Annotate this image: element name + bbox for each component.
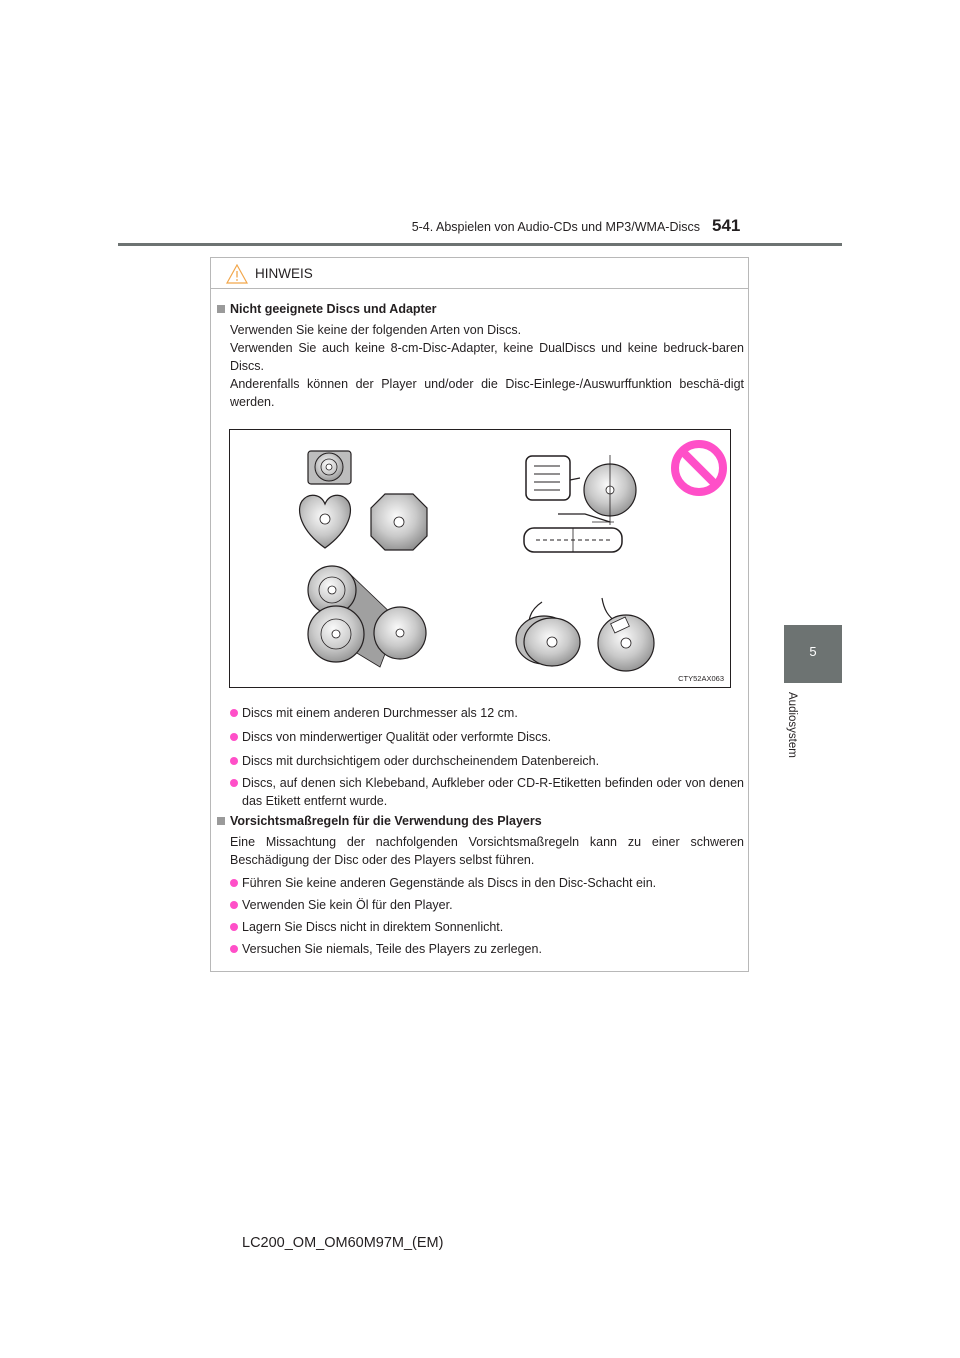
bullet-dot-icon (230, 733, 238, 741)
section-heading-text: Nicht geeignete Discs und Adapter (230, 302, 437, 316)
notice-header (211, 258, 748, 289)
section-heading-precautions (217, 814, 542, 828)
notice-title: HINWEIS (255, 266, 313, 281)
list-item-text: Versuchen Sie niemals, Teile des Players zu zerlegen. (242, 942, 542, 956)
paragraph: Verwenden Sie auch keine 8-cm-Disc-Adapter, keine DualDiscs und keine bedruck-baren Discs. (230, 341, 744, 373)
bullet-dot-icon (230, 757, 238, 765)
section-heading-text: Vorsichtsmaßregeln für die Verwendung des Players (230, 814, 542, 828)
warning-triangle-icon (226, 264, 248, 284)
list-item (230, 940, 744, 958)
header-rule (118, 243, 842, 246)
chapter-name-label: Audiosystem (786, 692, 798, 758)
chapter-tab (784, 625, 842, 683)
paragraph: Eine Missachtung der nachfolgenden Vorsichtsmaßregeln kann zu einer schweren Beschädigung der Disc oder des Players selbst führen. (230, 835, 744, 867)
list-item-text: Verwenden Sie kein Öl für den Player. (242, 898, 453, 912)
paragraph: Verwenden Sie keine der folgenden Arten von Discs. (230, 323, 522, 337)
list-item-text: Discs mit einem anderen Durchmesser als 12 cm. (242, 706, 518, 720)
list-item (230, 728, 744, 746)
list-item-text: Discs mit durchsichtigem oder durchscheinendem Datenbereich. (242, 754, 600, 768)
illustration (229, 429, 731, 688)
list-item-text: Discs von minderwertiger Qualität oder verformte Discs. (242, 730, 552, 744)
section-heading-discs (217, 302, 437, 316)
list-item (230, 896, 744, 914)
page-number: 541 (712, 216, 741, 235)
section-title: 5-4. Abspielen von Audio-CDs und MP3/WMA-Discs (411, 220, 700, 234)
list-item-text: Discs, auf denen sich Klebeband, Aufkleber oder CD-R-Etiketten befinden oder von denen das Etikett entfernt wurde. (242, 776, 744, 808)
unsuitable-discs-illustration (230, 430, 730, 687)
figure-code: CTY52AX063 (678, 674, 724, 683)
bullet-dot-icon (230, 923, 238, 931)
notice-box (210, 257, 749, 972)
bullet-dot-icon (230, 879, 238, 887)
footer-code: LC200_OM_OM60M97M_(EM) (242, 1235, 444, 1251)
chapter-name (788, 692, 808, 772)
square-bullet-icon (217, 817, 225, 825)
bullet-dot-icon (230, 779, 238, 787)
bullet-dot-icon (230, 709, 238, 717)
list-item-text: Lagern Sie Discs nicht in direktem Sonnenlicht. (242, 920, 504, 934)
list-item (230, 874, 744, 892)
list-item-text: Führen Sie keine anderen Gegenstände als Discs in den Disc-Schacht ein. (242, 876, 657, 890)
square-bullet-icon (217, 305, 225, 313)
list-item (230, 752, 744, 770)
list-item (230, 704, 744, 722)
bullet-dot-icon (230, 901, 238, 909)
list-item (230, 918, 744, 936)
bullet-dot-icon (230, 945, 238, 953)
paragraph: Anderenfalls können der Player und/oder die Disc-Einlege-/Auswurffunktion beschä-digt werden. (230, 377, 744, 409)
list-item (230, 774, 744, 810)
chapter-number: 5 (809, 644, 817, 659)
